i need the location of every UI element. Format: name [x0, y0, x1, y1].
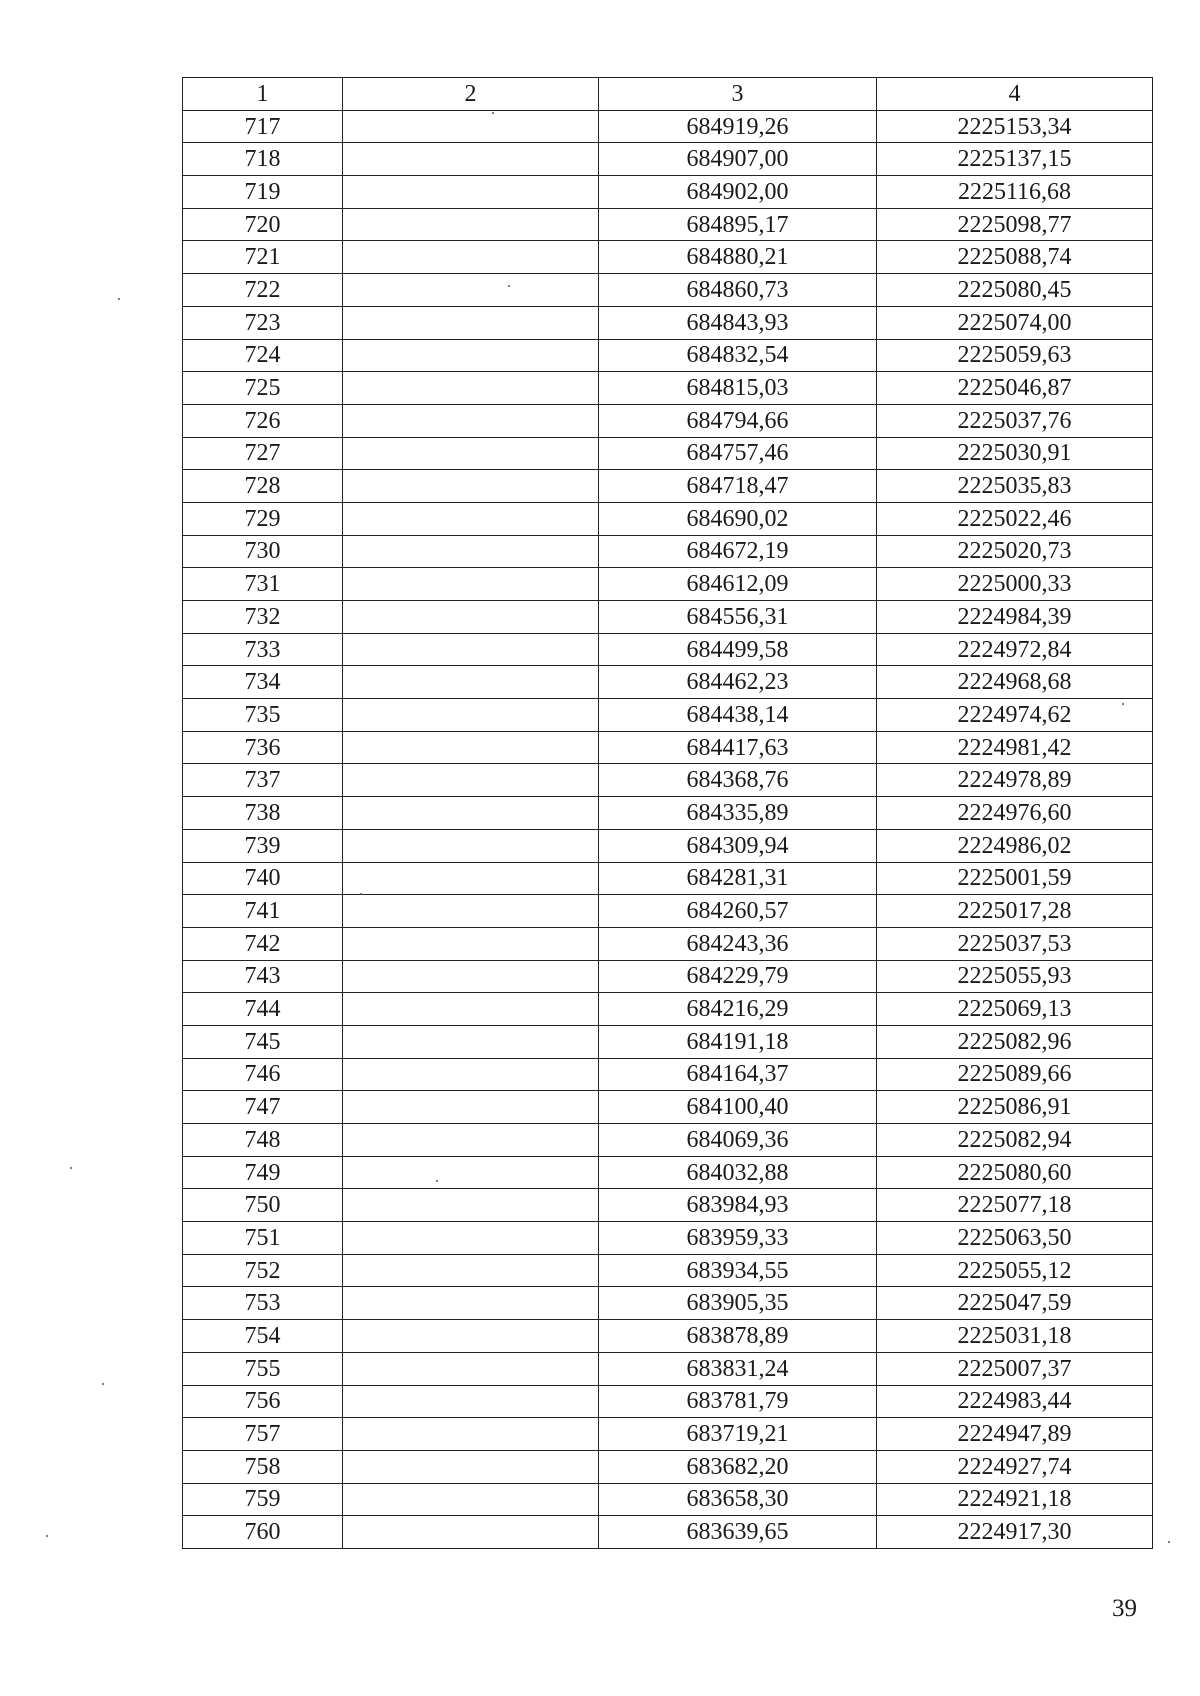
x-coordinate-cell: 684309,94	[599, 829, 877, 862]
description-cell	[343, 1189, 599, 1222]
description-cell	[343, 862, 599, 895]
y-coordinate-cell: 2224972,84	[877, 633, 1153, 666]
x-coordinate-cell: 684690,02	[599, 502, 877, 535]
x-coordinate-cell: 683658,30	[599, 1483, 877, 1516]
point-number-cell: 751	[183, 1222, 343, 1255]
description-cell	[343, 829, 599, 862]
scan-speck	[46, 1535, 48, 1537]
table-row	[183, 143, 1153, 176]
column-header-4: 4	[877, 78, 1153, 111]
point-number-cell: 728	[183, 470, 343, 503]
table-row	[183, 829, 1153, 862]
description-cell	[343, 1418, 599, 1451]
y-coordinate-cell: 2225063,50	[877, 1222, 1153, 1255]
x-coordinate-cell: 684794,66	[599, 404, 877, 437]
point-number-cell: 725	[183, 372, 343, 405]
point-number-cell: 732	[183, 601, 343, 634]
y-coordinate-cell: 2225089,66	[877, 1058, 1153, 1091]
point-number-cell: 746	[183, 1058, 343, 1091]
y-coordinate-cell: 2225137,15	[877, 143, 1153, 176]
y-coordinate-cell: 2224968,68	[877, 666, 1153, 699]
point-number-cell: 735	[183, 699, 343, 732]
table-row	[183, 535, 1153, 568]
x-coordinate-cell: 684281,31	[599, 862, 877, 895]
x-coordinate-cell: 683781,79	[599, 1385, 877, 1418]
point-number-cell: 730	[183, 535, 343, 568]
point-number-cell: 753	[183, 1287, 343, 1320]
point-number-cell: 740	[183, 862, 343, 895]
x-coordinate-cell: 684216,29	[599, 993, 877, 1026]
table-row	[183, 176, 1153, 209]
description-cell	[343, 1450, 599, 1483]
description-cell	[343, 1058, 599, 1091]
scan-speck	[1122, 703, 1124, 705]
scan-speck	[492, 112, 494, 114]
y-coordinate-cell: 2225007,37	[877, 1352, 1153, 1385]
description-cell	[343, 1352, 599, 1385]
description-cell	[343, 1091, 599, 1124]
table-row	[183, 470, 1153, 503]
description-cell	[343, 1483, 599, 1516]
table-row	[183, 699, 1153, 732]
table-row	[183, 568, 1153, 601]
point-number-cell: 721	[183, 241, 343, 274]
y-coordinate-cell: 2225069,13	[877, 993, 1153, 1026]
table-row	[183, 208, 1153, 241]
x-coordinate-cell: 684907,00	[599, 143, 877, 176]
point-number-cell: 748	[183, 1124, 343, 1157]
y-coordinate-cell: 2225022,46	[877, 502, 1153, 535]
y-coordinate-cell: 2225055,12	[877, 1254, 1153, 1287]
point-number-cell: 734	[183, 666, 343, 699]
x-coordinate-cell: 683719,21	[599, 1418, 877, 1451]
y-coordinate-cell: 2225047,59	[877, 1287, 1153, 1320]
table-row	[183, 1516, 1153, 1549]
description-cell	[343, 110, 599, 143]
table-row	[183, 306, 1153, 339]
description-cell	[343, 1222, 599, 1255]
description-cell	[343, 176, 599, 209]
x-coordinate-cell: 683934,55	[599, 1254, 877, 1287]
description-cell	[343, 895, 599, 928]
y-coordinate-cell: 2225000,33	[877, 568, 1153, 601]
table-row	[183, 1156, 1153, 1189]
y-coordinate-cell: 2225080,45	[877, 274, 1153, 307]
description-cell	[343, 306, 599, 339]
point-number-cell: 731	[183, 568, 343, 601]
y-coordinate-cell: 2224976,60	[877, 797, 1153, 830]
point-number-cell: 718	[183, 143, 343, 176]
point-number-cell: 747	[183, 1091, 343, 1124]
scan-speck	[118, 298, 120, 300]
description-cell	[343, 1156, 599, 1189]
table-row	[183, 1287, 1153, 1320]
x-coordinate-cell: 684843,93	[599, 306, 877, 339]
table-row	[183, 666, 1153, 699]
x-coordinate-cell: 684438,14	[599, 699, 877, 732]
point-number-cell: 745	[183, 1025, 343, 1058]
table-row	[183, 895, 1153, 928]
scan-speck	[70, 1167, 72, 1169]
table-row	[183, 372, 1153, 405]
y-coordinate-cell: 2225020,73	[877, 535, 1153, 568]
description-cell	[343, 208, 599, 241]
table-row	[183, 110, 1153, 143]
description-cell	[343, 666, 599, 699]
point-number-cell: 733	[183, 633, 343, 666]
table-row	[183, 601, 1153, 634]
description-cell	[343, 960, 599, 993]
table-row	[183, 1385, 1153, 1418]
description-cell	[343, 568, 599, 601]
y-coordinate-cell: 2225153,34	[877, 110, 1153, 143]
description-cell	[343, 797, 599, 830]
x-coordinate-cell: 684069,36	[599, 1124, 877, 1157]
y-coordinate-cell: 2224927,74	[877, 1450, 1153, 1483]
description-cell	[343, 601, 599, 634]
point-number-cell: 729	[183, 502, 343, 535]
table-row	[183, 1450, 1153, 1483]
column-header-2: 2	[343, 78, 599, 111]
x-coordinate-cell: 684757,46	[599, 437, 877, 470]
table-row	[183, 862, 1153, 895]
table-row	[183, 502, 1153, 535]
y-coordinate-cell: 2225037,76	[877, 404, 1153, 437]
description-cell	[343, 993, 599, 1026]
table-row	[183, 633, 1153, 666]
description-cell	[343, 274, 599, 307]
description-cell	[343, 699, 599, 732]
x-coordinate-cell: 684335,89	[599, 797, 877, 830]
x-coordinate-cell: 684718,47	[599, 470, 877, 503]
description-cell	[343, 404, 599, 437]
description-cell	[343, 1516, 599, 1549]
x-coordinate-cell: 684919,26	[599, 110, 877, 143]
x-coordinate-cell: 683984,93	[599, 1189, 877, 1222]
table-row	[183, 1320, 1153, 1353]
point-number-cell: 760	[183, 1516, 343, 1549]
table-row	[183, 1222, 1153, 1255]
point-number-cell: 749	[183, 1156, 343, 1189]
x-coordinate-cell: 684832,54	[599, 339, 877, 372]
point-number-cell: 720	[183, 208, 343, 241]
point-number-cell: 741	[183, 895, 343, 928]
y-coordinate-cell: 2225082,94	[877, 1124, 1153, 1157]
coordinates-table	[182, 77, 1153, 1549]
point-number-cell: 758	[183, 1450, 343, 1483]
x-coordinate-cell: 684672,19	[599, 535, 877, 568]
y-coordinate-cell: 2225046,87	[877, 372, 1153, 405]
x-coordinate-cell: 684100,40	[599, 1091, 877, 1124]
point-number-cell: 717	[183, 110, 343, 143]
x-coordinate-cell: 683905,35	[599, 1287, 877, 1320]
description-cell	[343, 764, 599, 797]
scan-speck	[508, 285, 510, 287]
point-number-cell: 757	[183, 1418, 343, 1451]
y-coordinate-cell: 2225001,59	[877, 862, 1153, 895]
table-row	[183, 339, 1153, 372]
description-cell	[343, 372, 599, 405]
table-header-row	[183, 78, 1153, 111]
table-row	[183, 993, 1153, 1026]
point-number-cell: 755	[183, 1352, 343, 1385]
point-number-cell: 744	[183, 993, 343, 1026]
x-coordinate-cell: 684229,79	[599, 960, 877, 993]
y-coordinate-cell: 2225030,91	[877, 437, 1153, 470]
description-cell	[343, 502, 599, 535]
point-number-cell: 742	[183, 927, 343, 960]
x-coordinate-cell: 684815,03	[599, 372, 877, 405]
table-row	[183, 1352, 1153, 1385]
y-coordinate-cell: 2224978,89	[877, 764, 1153, 797]
y-coordinate-cell: 2224917,30	[877, 1516, 1153, 1549]
scan-speck	[102, 1383, 104, 1385]
table-row	[183, 1025, 1153, 1058]
point-number-cell: 754	[183, 1320, 343, 1353]
table-row	[183, 731, 1153, 764]
scan-speck	[360, 893, 362, 895]
x-coordinate-cell: 684243,36	[599, 927, 877, 960]
description-cell	[343, 1385, 599, 1418]
y-coordinate-cell: 2225017,28	[877, 895, 1153, 928]
y-coordinate-cell: 2225082,96	[877, 1025, 1153, 1058]
x-coordinate-cell: 684417,63	[599, 731, 877, 764]
description-cell	[343, 1320, 599, 1353]
column-header-3: 3	[599, 78, 877, 111]
table-row	[183, 764, 1153, 797]
description-cell	[343, 927, 599, 960]
x-coordinate-cell: 684902,00	[599, 176, 877, 209]
description-cell	[343, 1025, 599, 1058]
x-coordinate-cell: 684556,31	[599, 601, 877, 634]
point-number-cell: 726	[183, 404, 343, 437]
description-cell	[343, 535, 599, 568]
x-coordinate-cell: 684191,18	[599, 1025, 877, 1058]
y-coordinate-cell: 2225031,18	[877, 1320, 1153, 1353]
description-cell	[343, 1287, 599, 1320]
y-coordinate-cell: 2225035,83	[877, 470, 1153, 503]
point-number-cell: 724	[183, 339, 343, 372]
table-row	[183, 404, 1153, 437]
point-number-cell: 727	[183, 437, 343, 470]
table-row	[183, 1483, 1153, 1516]
y-coordinate-cell: 2225077,18	[877, 1189, 1153, 1222]
y-coordinate-cell: 2225088,74	[877, 241, 1153, 274]
y-coordinate-cell: 2225086,91	[877, 1091, 1153, 1124]
y-coordinate-cell: 2224986,02	[877, 829, 1153, 862]
x-coordinate-cell: 684499,58	[599, 633, 877, 666]
scan-speck	[436, 1180, 438, 1182]
description-cell	[343, 437, 599, 470]
page-number: 39	[1112, 1595, 1137, 1622]
point-number-cell: 743	[183, 960, 343, 993]
table-row	[183, 797, 1153, 830]
x-coordinate-cell: 684368,76	[599, 764, 877, 797]
x-coordinate-cell: 683682,20	[599, 1450, 877, 1483]
description-cell	[343, 731, 599, 764]
x-coordinate-cell: 684880,21	[599, 241, 877, 274]
point-number-cell: 722	[183, 274, 343, 307]
table-row	[183, 437, 1153, 470]
description-cell	[343, 470, 599, 503]
x-coordinate-cell: 683959,33	[599, 1222, 877, 1255]
table-row	[183, 1091, 1153, 1124]
point-number-cell: 719	[183, 176, 343, 209]
x-coordinate-cell: 684462,23	[599, 666, 877, 699]
y-coordinate-cell: 2225059,63	[877, 339, 1153, 372]
description-cell	[343, 1254, 599, 1287]
y-coordinate-cell: 2225037,53	[877, 927, 1153, 960]
point-number-cell: 739	[183, 829, 343, 862]
x-coordinate-cell: 684612,09	[599, 568, 877, 601]
x-coordinate-cell: 683639,65	[599, 1516, 877, 1549]
y-coordinate-cell: 2224983,44	[877, 1385, 1153, 1418]
x-coordinate-cell: 683878,89	[599, 1320, 877, 1353]
description-cell	[343, 143, 599, 176]
table-row	[183, 1058, 1153, 1091]
table-row	[183, 1189, 1153, 1222]
y-coordinate-cell: 2225074,00	[877, 306, 1153, 339]
point-number-cell: 736	[183, 731, 343, 764]
point-number-cell: 738	[183, 797, 343, 830]
point-number-cell: 723	[183, 306, 343, 339]
x-coordinate-cell: 684860,73	[599, 274, 877, 307]
x-coordinate-cell: 684895,17	[599, 208, 877, 241]
point-number-cell: 759	[183, 1483, 343, 1516]
y-coordinate-cell: 2225098,77	[877, 208, 1153, 241]
y-coordinate-cell: 2225080,60	[877, 1156, 1153, 1189]
y-coordinate-cell: 2224947,89	[877, 1418, 1153, 1451]
x-coordinate-cell: 683831,24	[599, 1352, 877, 1385]
description-cell	[343, 339, 599, 372]
y-coordinate-cell: 2224921,18	[877, 1483, 1153, 1516]
y-coordinate-cell: 2224984,39	[877, 601, 1153, 634]
column-header-1: 1	[183, 78, 343, 111]
description-cell	[343, 633, 599, 666]
table-row	[183, 274, 1153, 307]
y-coordinate-cell: 2225055,93	[877, 960, 1153, 993]
table-row	[183, 1124, 1153, 1157]
y-coordinate-cell: 2224981,42	[877, 731, 1153, 764]
table-row	[183, 960, 1153, 993]
point-number-cell: 756	[183, 1385, 343, 1418]
point-number-cell: 737	[183, 764, 343, 797]
point-number-cell: 752	[183, 1254, 343, 1287]
point-number-cell: 750	[183, 1189, 343, 1222]
y-coordinate-cell: 2224974,62	[877, 699, 1153, 732]
table-row	[183, 1254, 1153, 1287]
y-coordinate-cell: 2225116,68	[877, 176, 1153, 209]
x-coordinate-cell: 684164,37	[599, 1058, 877, 1091]
table-row	[183, 241, 1153, 274]
table-row	[183, 927, 1153, 960]
table-row	[183, 1418, 1153, 1451]
description-cell	[343, 241, 599, 274]
table-body	[183, 110, 1153, 1548]
scan-speck	[1168, 1541, 1170, 1543]
description-cell	[343, 1124, 599, 1157]
x-coordinate-cell: 684260,57	[599, 895, 877, 928]
x-coordinate-cell: 684032,88	[599, 1156, 877, 1189]
